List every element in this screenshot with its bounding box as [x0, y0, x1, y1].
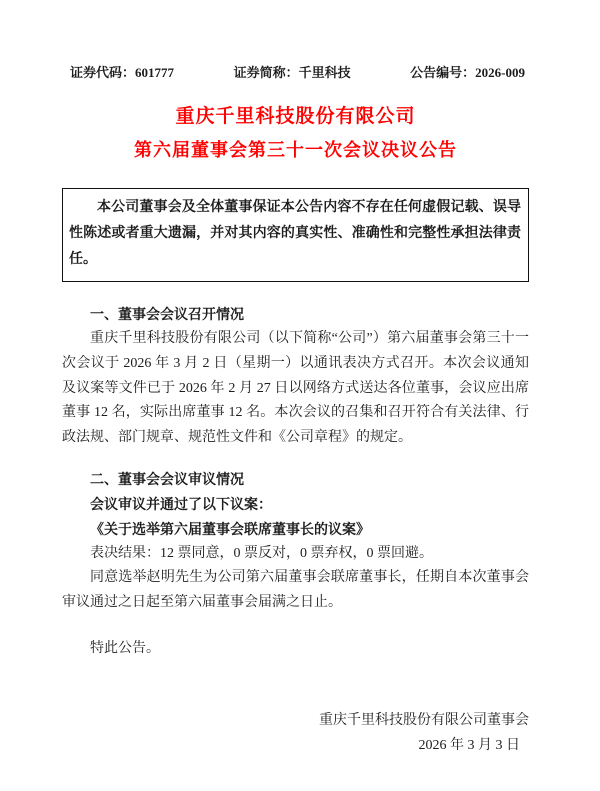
- stock-abbr-value: 千里科技: [298, 65, 351, 80]
- closing-statement: 特此公告。: [90, 640, 160, 656]
- vote-result: 表决结果：12 票同意，0 票反对，0 票弃权，0 票回避。: [90, 545, 433, 561]
- announcement-no-value: 2026-009: [475, 65, 525, 80]
- stock-code-label: 证券代码：: [70, 65, 136, 80]
- document-subtitle: 第六届董事会第三十一次会议决议公告: [134, 140, 457, 160]
- proposal-title: 《关于选举第六届董事会联席董事长的议案》: [90, 520, 370, 537]
- signature-company: 重庆千里科技股份有限公司董事会: [319, 712, 529, 728]
- meeting-paragraph: 重庆千里科技股份有限公司（以下简称“公司”）第六届董事会第三十一次会议于 2026 年 3 月 2 日（星期一）以通讯表决方式召开。本次会议通知及议案等文件已于 2026 年 2 月 27 日以网络方式送达各位董事，会议应出席董事 12 名，实际出席董事 12 名。本次会议的召集和召开符合有关法律、行政法规、部门规章、规范性文件和《公司章程》的规定。: [62, 331, 529, 446]
- stock-abbr: [234, 62, 351, 81]
- stock-code-value: 601777: [135, 65, 175, 80]
- signature-block: [62, 708, 529, 758]
- section-heading-meeting: 一、董事会会议召开情况: [90, 306, 244, 322]
- announcement-no-label: 公告编号：: [410, 65, 476, 80]
- review-intro: 会议审议并通过了以下议案：: [90, 495, 272, 512]
- resolution-paragraph: 同意选举赵明先生为公司第六届董事会联席董事长，任期自本次董事会审议通过之日起至第六届董事会届满之日止。: [62, 570, 529, 611]
- section-heading-review: 二、董事会会议审议情况: [90, 470, 244, 487]
- stock-code: [70, 62, 174, 81]
- document-title: 重庆千里科技股份有限公司: [175, 106, 416, 127]
- signature-date: 2026 年 3 月 3 日: [418, 737, 520, 753]
- stock-abbr-label: 证券简称：: [233, 65, 299, 80]
- announcement-no: [410, 62, 525, 81]
- disclaimer-box: 本公司董事会及全体董事保证本公告内容不存在任何虚假记载、误导性陈述或者重大遗漏，并对其内容的真实性、准确性和完整性承担法律责任。: [62, 188, 529, 282]
- document-header: [62, 62, 529, 81]
